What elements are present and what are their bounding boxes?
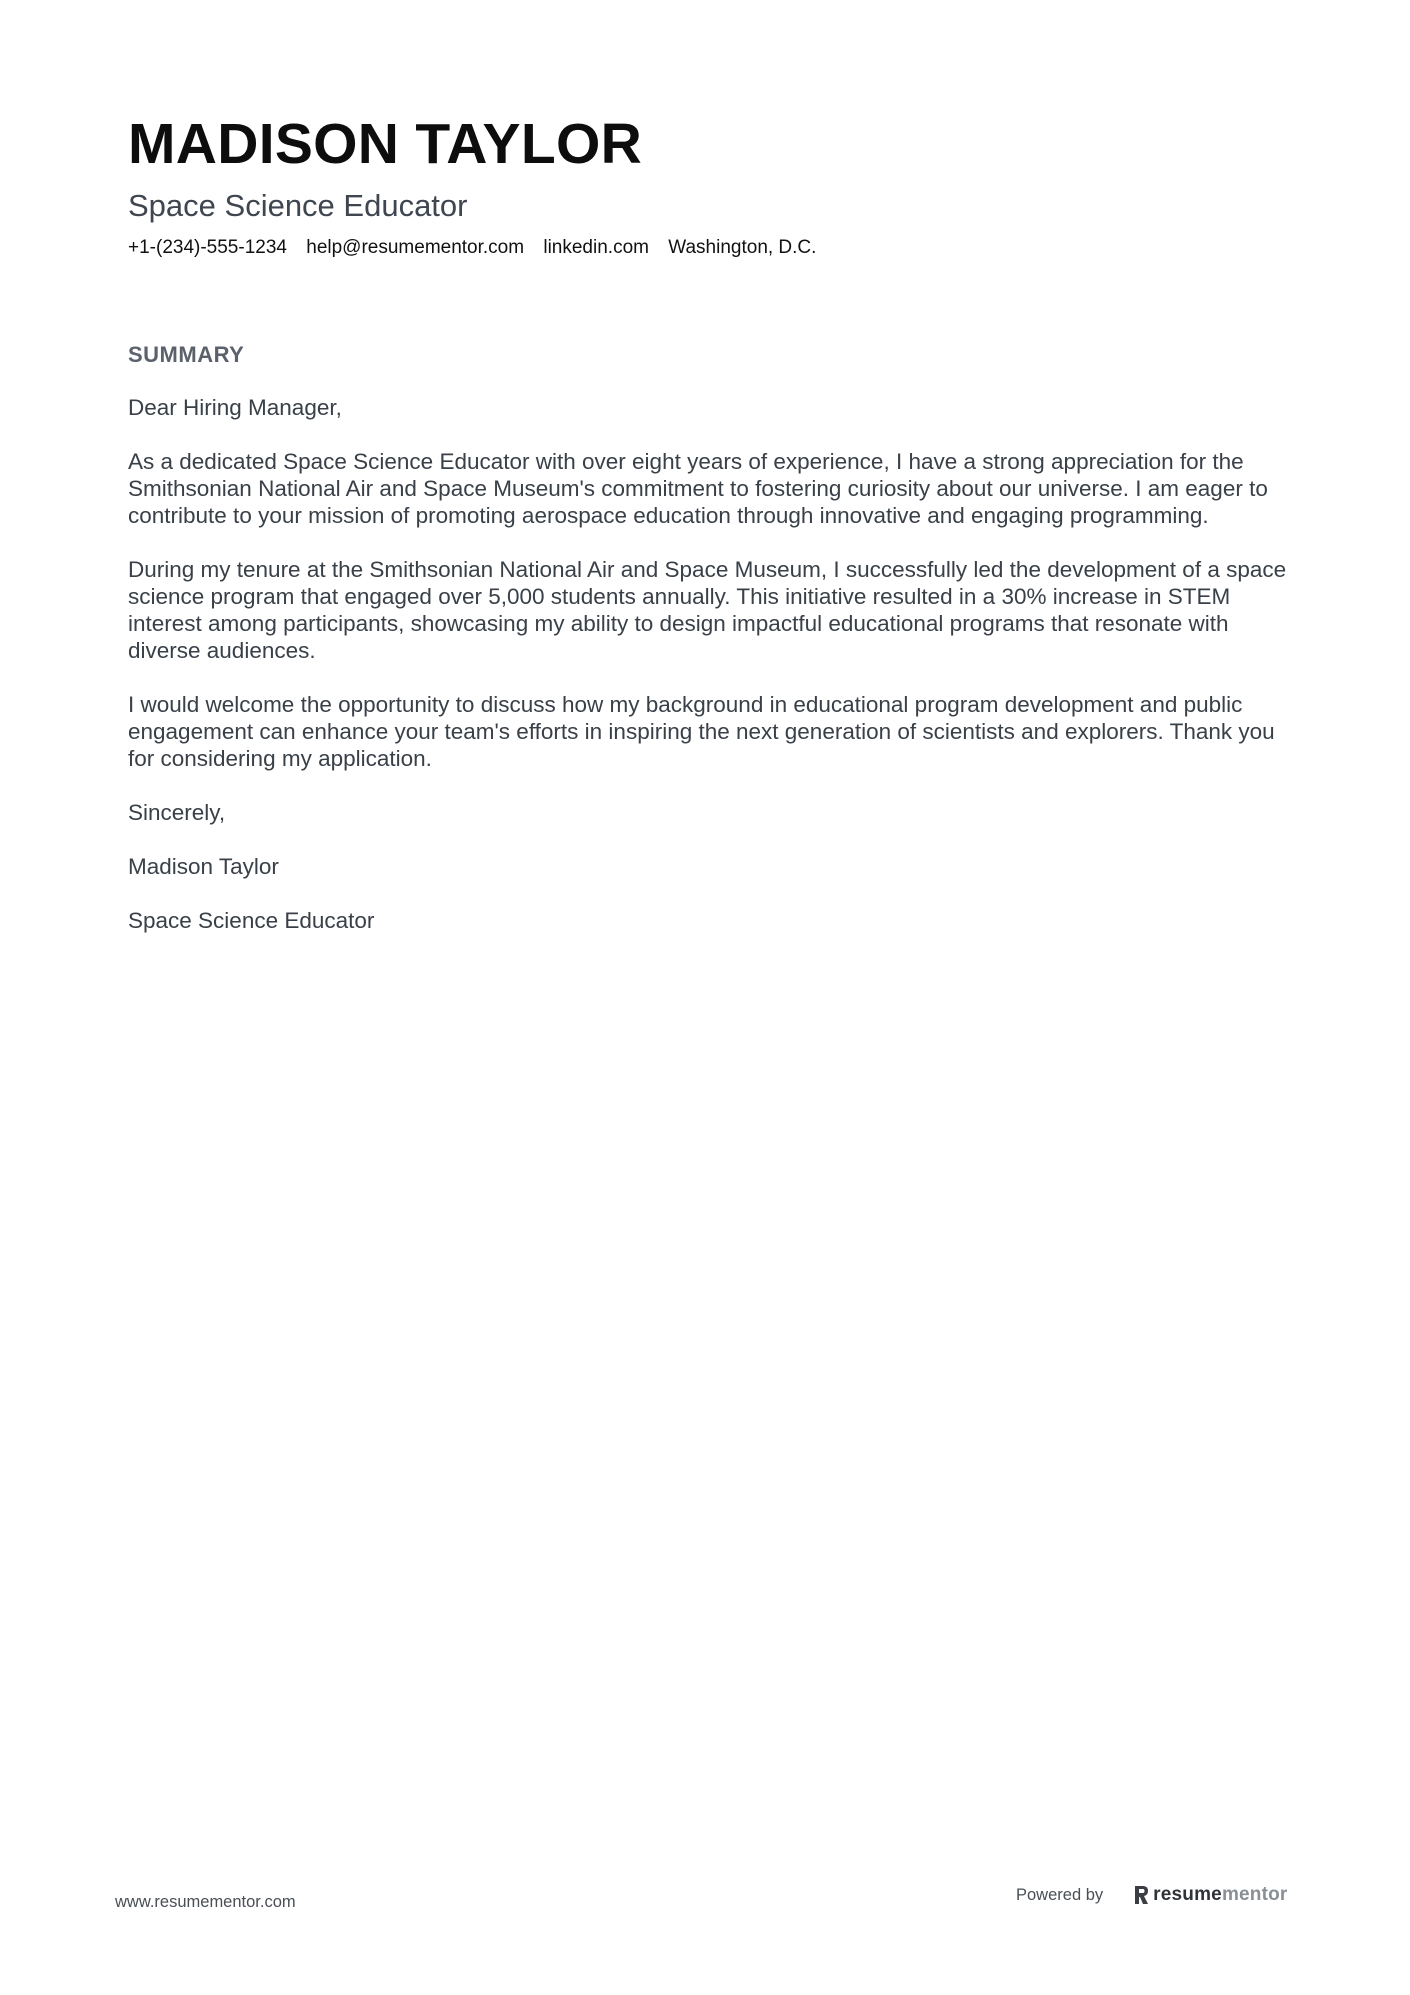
powered-by-label: Powered by	[1016, 1885, 1104, 1904]
contact-phone: +1-(234)-555-1234	[128, 237, 287, 258]
header	[128, 108, 1288, 260]
contact-email[interactable]: help@resumementor.com	[306, 237, 525, 258]
greeting: Dear Hiring Manager,	[128, 395, 342, 420]
contact-line	[128, 236, 1288, 260]
section-heading: SUMMARY	[128, 342, 245, 367]
footer-branding	[1016, 1884, 1288, 1906]
body-paragraph: During my tenure at the Smithsonian National Air and Space Museum, I successfully led the development of a space science program that engaged over 5,000 students annually. This initiative resulted in a 30% increase in STEM interest among participants, showcasing my ability to design impactful educational programs that resonate with diverse audiences.	[128, 557, 1287, 663]
brand-name-light: mentor	[1221, 1884, 1288, 1905]
footer-website[interactable]: www.resumementor.com	[115, 1893, 296, 1911]
signature-title: Space Science Educator	[128, 908, 375, 933]
contact-location: Washington, D.C.	[668, 237, 817, 258]
resumementor-logo-icon	[1133, 1884, 1149, 1906]
brand-logo[interactable]	[1133, 1884, 1287, 1906]
contact-linkedin[interactable]: linkedin.com	[543, 237, 649, 258]
brand-name-strong: resume	[1153, 1884, 1222, 1905]
candidate-name: MADISON TAYLOR	[128, 112, 643, 176]
closing: Sincerely,	[128, 800, 226, 825]
body-paragraph: I would welcome the opportunity to discuss how my background in educational program development and public engagement can enhance your team's efforts in inspiring the next generation of scientists and explorers. Thank you for considering my application.	[128, 692, 1275, 771]
job-title: Space Science Educator	[128, 188, 468, 223]
summary-section	[128, 340, 1288, 961]
body-paragraph: As a dedicated Space Science Educator with over eight years of experience, I have a strong appreciation for the Smithsonian National Air and Space Museum's commitment to fostering curiosity about our universe. I am eager to contribute to your mission of promoting aerospace education through innovative and engaging programming.	[128, 449, 1268, 528]
signature-name: Madison Taylor	[128, 854, 279, 879]
